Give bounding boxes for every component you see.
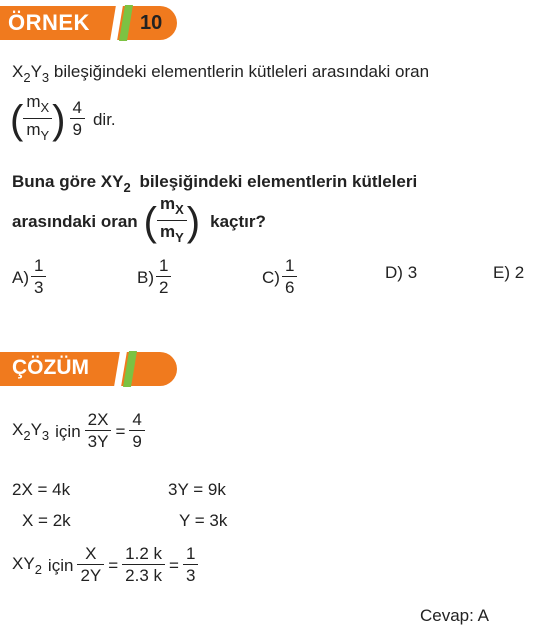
- option-a[interactable]: A) $\frac{1}{3}$: [12, 256, 46, 299]
- solution-title: ÇÖZÜM: [12, 356, 89, 379]
- stripes-icon: [112, 351, 140, 387]
- question-intro: $X_2Y_3$ bileşiğindeki elementlerin kütleleri arasındaki oran: [12, 62, 430, 85]
- question-line2: arasındaki oran ( $\frac{m_X}{m_Y}$ ) kaçtır?: [12, 194, 266, 249]
- option-d[interactable]: D) 3: [385, 263, 418, 282]
- example-title: ÖRNEK: [8, 10, 90, 35]
- given-ratio: ( $\frac{m_X}{m_Y}$ ) $\frac{4}{9}$ dir.: [10, 92, 116, 147]
- option-b[interactable]: B) $\frac{1}{2}$: [137, 256, 171, 299]
- mass-ratio-fraction: $\frac{m_X}{m_Y}$: [23, 92, 52, 147]
- question-line1: Buna göre $XY_2$ bileşiğindeki elementlerin kütleleri: [12, 172, 418, 195]
- solution-line3: $XY_2$ için $\frac{X}{2Y}$ = $\frac{1.2 k}{2.3 k}$ = $\frac{1}{3}$: [12, 544, 198, 587]
- stripes-icon: [108, 5, 136, 41]
- equation-x: X = 2k: [22, 511, 71, 530]
- option-c[interactable]: C) $\frac{1}{6}$: [262, 256, 297, 299]
- option-e[interactable]: E) 2: [493, 263, 525, 282]
- dir-text: dir.: [92, 109, 116, 129]
- solution-line1: $X_2Y_3$ için $\frac{2X}{3Y}$ = $\frac{4}{9}$: [12, 410, 145, 453]
- given-ratio-value: $\frac{4}{9}$: [70, 98, 85, 141]
- equation-3y: 3Y = 9k: [168, 480, 226, 499]
- equation-y: Y = 3k: [179, 511, 228, 530]
- example-badge: [0, 6, 177, 40]
- solution-badge: [0, 352, 177, 386]
- example-number: 10: [140, 12, 163, 34]
- equation-2x: 2X = 4k: [12, 480, 71, 499]
- asked-ratio-fraction: $\frac{m_X}{m_Y}$: [157, 194, 187, 249]
- answer-text: Cevap: A: [420, 606, 489, 625]
